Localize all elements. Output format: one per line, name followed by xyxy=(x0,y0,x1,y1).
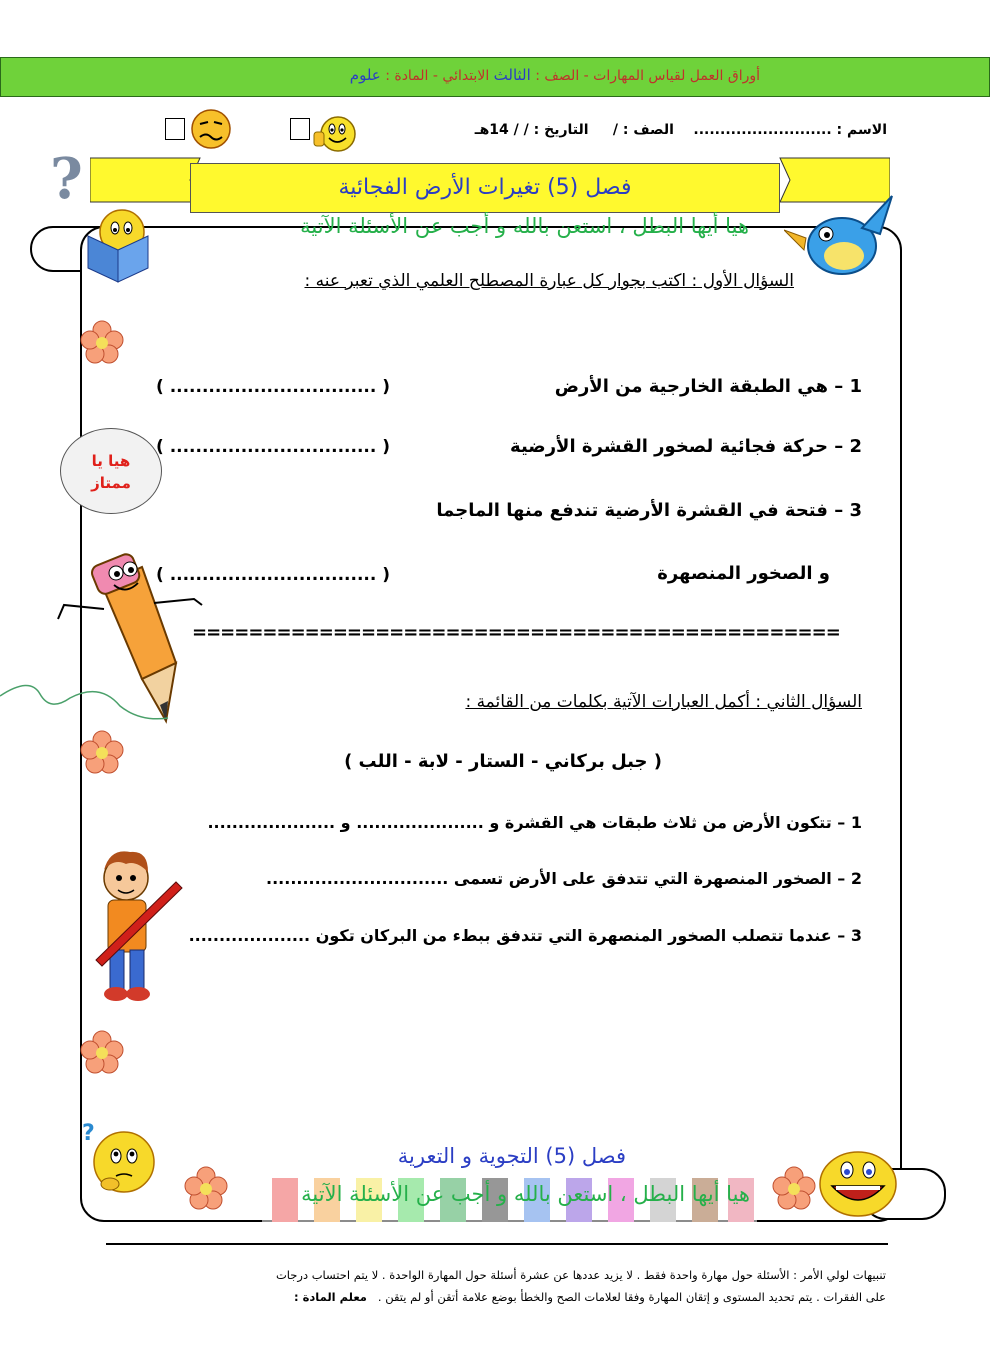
flower-icon xyxy=(772,1166,816,1210)
date-field[interactable]: التاريخ : / / 14هـ xyxy=(474,122,589,138)
footer-note-line-2: على الفقرات . يتم تحديد المستوى و إتقان المهارة وفقا لعلامات الصح والخطأ بوضع علامة أتقن أو لم يتقن . معلم المادة : xyxy=(294,1290,886,1304)
q2-item-1[interactable]: 1 – تتكون الأرض من ثلاث طبقات هي القشرة و ..................... و ..................... xyxy=(207,813,862,832)
laughing-smiley-icon xyxy=(818,1148,898,1218)
teacher-label: معلم المادة : xyxy=(294,1290,367,1304)
svg-text:?: ? xyxy=(50,148,83,208)
question-1-heading: السؤال الأول : اكتب بجوار كل عبارة المصطلح العلمي الذي تعبر عنه : xyxy=(304,271,794,291)
question-mark-icon xyxy=(48,148,86,208)
q1-item-1: 1 – هي الطبقة الخارجية من الأرض xyxy=(554,376,862,397)
class-field[interactable]: الصف : / xyxy=(612,122,674,138)
question-2-heading: السؤال الثاني : أكمل العبارات الآتية بكلمات من القائمة : xyxy=(465,692,862,712)
lesson-title: فصل (5) تغيرات الأرض الفجائية xyxy=(190,163,780,213)
lesson-2-title: فصل (5) التجوية و التعرية xyxy=(397,1144,626,1168)
svg-text:?: ? xyxy=(82,1121,95,1146)
section-divider: ============================================== xyxy=(192,622,840,643)
boy-with-pencil-icon xyxy=(86,842,186,1012)
reading-smiley-icon xyxy=(82,206,154,284)
name-field[interactable]: الاسم : .......................... xyxy=(693,122,887,138)
flower-icon xyxy=(184,1166,228,1210)
q1-answer-2[interactable]: ( ................................ ) xyxy=(156,437,391,457)
q1-answer-1[interactable]: ( ................................ ) xyxy=(156,377,391,397)
q1-item-3-continued: و الصخور المنصهرة xyxy=(657,563,830,584)
word-bank: ( جبل بركاني - الستار - لابة - اللب ) xyxy=(344,751,662,772)
footer-rule xyxy=(106,1243,888,1245)
q2-item-3[interactable]: 3 – عندما تتصلب الصخور المنصهرة التي تتدفق ببطء من البركان تكون .................... xyxy=(188,926,862,945)
q1-item-3: 3 – فتحة في القشرة الأرضية تندفع منها الماجما xyxy=(436,500,862,521)
motto-text: هيا أيها البطل ، استعن بالله و أجب عن الأسئلة الآتية xyxy=(300,214,749,238)
mastered-checkbox[interactable] xyxy=(290,118,310,140)
confused-smiley-icon xyxy=(188,106,234,152)
flower-icon xyxy=(80,730,124,774)
thinking-smiley-icon xyxy=(80,1118,158,1198)
header-text: أوراق العمل لقياس المهارات - الصف : الثالث الابتدائي - المادة : علوم xyxy=(349,66,760,84)
q2-item-2[interactable]: 2 – الصخور المنصهرة التي تتدفق على الأرض تسمى .............................. xyxy=(266,869,862,888)
blue-bird-icon xyxy=(784,190,896,284)
student-info-row xyxy=(475,122,887,138)
q1-item-2: 2 – حركة فجائية لصخور القشرة الأرضية xyxy=(510,436,862,457)
lesson-2-motto: هيا أيها البطل ، استعن بالله و أجب عن الأسئلة الآتية xyxy=(301,1182,750,1206)
footer-note-line-1: تنبيهات لولي الأمر : الأسئلة حول مهارة واحدة فقط . لا يزيد عددها عن عشرة أسئلة حول المهارة الواحدة . لا يتم احتساب درجات xyxy=(275,1268,886,1282)
q1-answer-3[interactable]: ( ................................ ) xyxy=(156,565,391,585)
flower-icon xyxy=(80,1030,124,1074)
speech-bubble-text: هيا يا ممتاز xyxy=(91,452,131,492)
decorative-squiggle xyxy=(0,676,170,726)
not-mastered-checkbox[interactable] xyxy=(165,118,185,140)
flower-icon xyxy=(80,320,124,364)
